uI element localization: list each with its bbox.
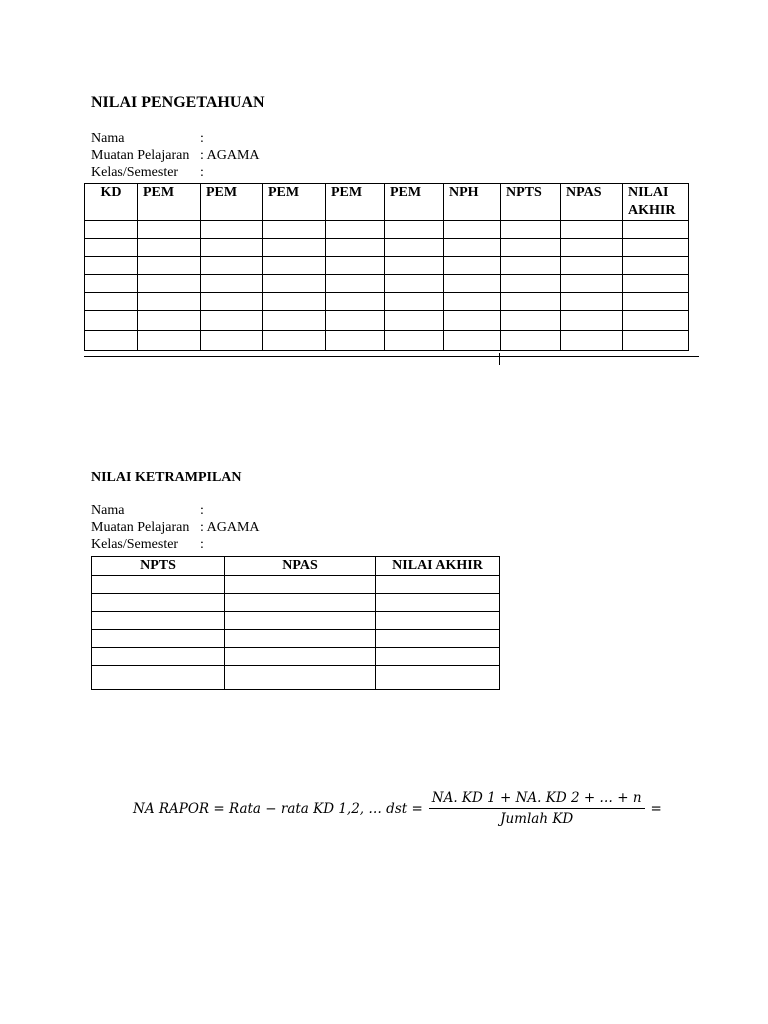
table-cell <box>263 293 326 311</box>
table-cell <box>385 221 444 239</box>
table-cell <box>225 612 376 630</box>
table-cell <box>225 630 376 648</box>
field-muatan-pelajaran <box>91 147 260 164</box>
table-cell <box>376 576 500 594</box>
section2-fields <box>91 502 260 553</box>
table-cell <box>326 257 385 275</box>
table-cell <box>444 221 501 239</box>
field-label: Muatan Pelajaran <box>91 520 190 535</box>
column-header-npts: NPTS <box>501 184 561 221</box>
column-header-nilai-akhir: NILAI AKHIR <box>623 184 689 221</box>
table-cell <box>201 311 263 331</box>
field-nama <box>91 130 260 147</box>
table-cell <box>85 331 138 351</box>
table-cell <box>201 239 263 257</box>
table-cell <box>201 293 263 311</box>
formula-fraction <box>429 790 645 827</box>
table-cell <box>501 311 561 331</box>
table-cell <box>385 257 444 275</box>
table-cell <box>326 221 385 239</box>
table-cell <box>85 311 138 331</box>
table-cell <box>561 275 623 293</box>
table-cell <box>263 331 326 351</box>
table-cell <box>501 293 561 311</box>
table-cell <box>225 576 376 594</box>
table-cell <box>385 293 444 311</box>
table-cell <box>501 221 561 239</box>
table-cell <box>138 275 201 293</box>
knowledge-score-table <box>84 183 689 351</box>
column-header-pem: PEM <box>263 184 326 221</box>
table-cell <box>201 257 263 275</box>
table-cell <box>263 257 326 275</box>
table-cell <box>201 275 263 293</box>
field-muatan-pelajaran <box>91 519 260 536</box>
table-cell <box>92 666 225 690</box>
table-cell <box>385 275 444 293</box>
field-value: : AGAMA <box>200 520 260 535</box>
table-cell <box>138 293 201 311</box>
table-cell <box>561 221 623 239</box>
table-header-row <box>92 557 500 576</box>
table-cell <box>623 331 689 351</box>
table-cell <box>623 275 689 293</box>
table-cell <box>225 594 376 612</box>
table-cell <box>376 594 500 612</box>
table-cell <box>561 293 623 311</box>
field-nama <box>91 502 260 519</box>
table-row <box>92 630 500 648</box>
table-cell <box>138 239 201 257</box>
table-cell <box>92 612 225 630</box>
table-row <box>92 648 500 666</box>
table-row <box>85 293 689 311</box>
table-cell <box>444 275 501 293</box>
table-cell <box>263 275 326 293</box>
table-cell <box>201 331 263 351</box>
table-cell <box>201 221 263 239</box>
field-value: : <box>200 165 204 180</box>
stray-line <box>499 353 500 365</box>
table-cell <box>376 630 500 648</box>
field-value: : AGAMA <box>200 148 260 163</box>
table-cell <box>326 331 385 351</box>
table-cell <box>138 311 201 331</box>
field-value: : <box>200 537 204 552</box>
table-cell <box>444 311 501 331</box>
table-cell <box>561 257 623 275</box>
column-header-nilai-akhir: NILAI AKHIR <box>376 557 500 576</box>
field-kelas-semester <box>91 164 260 181</box>
table-cell <box>623 311 689 331</box>
table-cell <box>138 221 201 239</box>
column-header-pem: PEM <box>385 184 444 221</box>
table-cell <box>92 576 225 594</box>
table-cell <box>501 331 561 351</box>
table-row <box>85 221 689 239</box>
column-header-npas: NPAS <box>561 184 623 221</box>
table-cell <box>376 612 500 630</box>
table-cell <box>326 239 385 257</box>
column-header-nph: NPH <box>444 184 501 221</box>
table-row <box>85 331 689 351</box>
skill-score-table <box>91 556 500 690</box>
table-cell <box>561 331 623 351</box>
table-cell <box>444 239 501 257</box>
table-cell <box>92 594 225 612</box>
table-cell <box>376 648 500 666</box>
field-value: : <box>200 131 204 146</box>
table-cell <box>225 648 376 666</box>
table-cell <box>225 666 376 690</box>
column-header-npts: NPTS <box>92 557 225 576</box>
table-cell <box>501 257 561 275</box>
table-cell <box>501 275 561 293</box>
table-cell <box>263 239 326 257</box>
table-cell <box>385 239 444 257</box>
table-cell <box>326 311 385 331</box>
field-label: Nama <box>91 131 125 146</box>
table-cell <box>561 311 623 331</box>
table-row <box>92 666 500 690</box>
table-cell <box>326 293 385 311</box>
report-grade-formula <box>133 790 662 827</box>
table-row <box>85 311 689 331</box>
table-row <box>92 594 500 612</box>
table-row <box>85 239 689 257</box>
table-cell <box>85 293 138 311</box>
field-label: Muatan Pelajaran <box>91 148 190 163</box>
table-cell <box>92 630 225 648</box>
column-header-pem: PEM <box>326 184 385 221</box>
field-kelas-semester <box>91 536 260 553</box>
field-label: Kelas/Semester <box>91 537 179 552</box>
table-cell <box>85 239 138 257</box>
column-header-pem: PEM <box>201 184 263 221</box>
column-header-npas: NPAS <box>225 557 376 576</box>
table-row <box>85 257 689 275</box>
stray-line <box>84 356 699 357</box>
table-cell <box>444 293 501 311</box>
table-cell <box>623 257 689 275</box>
section1-fields <box>91 130 260 181</box>
field-label: Kelas/Semester <box>91 165 179 180</box>
table-cell <box>85 275 138 293</box>
table-cell <box>444 331 501 351</box>
table-cell <box>376 666 500 690</box>
table-cell <box>501 239 561 257</box>
table-row <box>92 612 500 630</box>
table-cell <box>326 275 385 293</box>
column-header-pem: PEM <box>138 184 201 221</box>
formula-rhs: = <box>650 800 662 817</box>
table-cell <box>623 221 689 239</box>
table-cell <box>561 239 623 257</box>
field-label: Nama <box>91 503 125 518</box>
field-value: : <box>200 503 204 518</box>
table-row <box>85 275 689 293</box>
formula-lhs: NA RAPOR = Rata − rata KD 1,2, … dst = <box>133 800 423 817</box>
table-cell <box>85 257 138 275</box>
table-cell <box>138 331 201 351</box>
table-cell <box>138 257 201 275</box>
table-cell <box>385 311 444 331</box>
table-cell <box>623 293 689 311</box>
section1-title: NILAI PENGETAHUAN <box>91 94 265 111</box>
table-cell <box>385 331 444 351</box>
table-cell <box>623 239 689 257</box>
table-cell <box>263 311 326 331</box>
table-cell <box>444 257 501 275</box>
table-cell <box>263 221 326 239</box>
column-header-kd: KD <box>85 184 138 221</box>
section2-title: NILAI KETRAMPILAN <box>91 470 242 485</box>
formula-numerator: NA. KD 1 + NA. KD 2 + … + n <box>429 790 645 809</box>
formula-denominator: Jumlah KD <box>500 811 574 827</box>
table-row <box>92 576 500 594</box>
table-cell <box>92 648 225 666</box>
table-cell <box>85 221 138 239</box>
table-header-row <box>85 184 689 221</box>
